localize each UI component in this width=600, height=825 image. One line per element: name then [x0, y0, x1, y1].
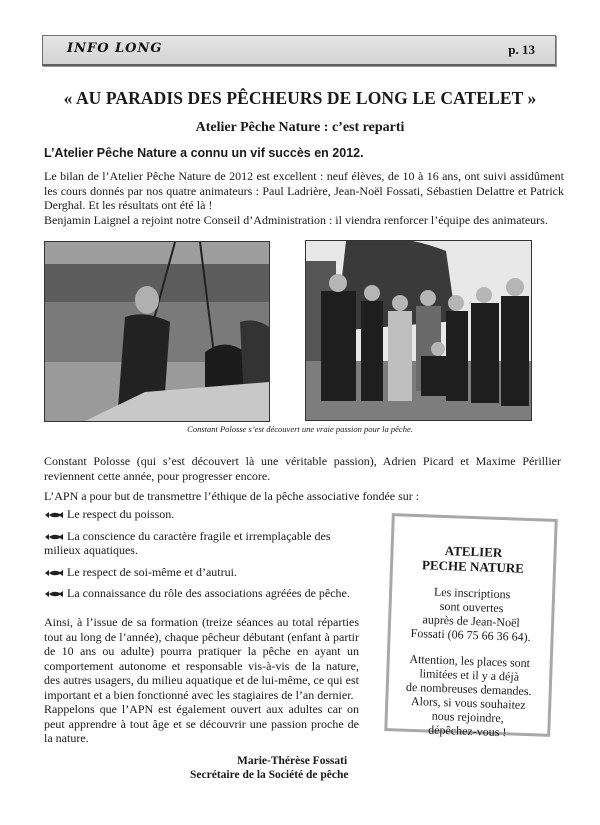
photo-boy-fishing-image — [45, 242, 269, 421]
page-header — [42, 35, 556, 66]
box-line: limitées et il y a déjà — [419, 666, 520, 684]
box-line: nous rejoindre, — [431, 708, 504, 726]
box-line: Fossati (06 75 66 36 64). — [410, 625, 531, 645]
box-warning — [387, 651, 550, 741]
photo-boy-fishing — [44, 241, 270, 422]
training-text-2: Rappelons que l’APN est également ouvert aux adultes car on peut apprendre à tout âge et se découvrir une passion proche de la nature. — [44, 702, 359, 745]
intro-text-2: Benjamin Laignel a rejoint notre Conseil d’Administration : il viendra renforcer l’équipe des animateurs. — [44, 212, 548, 227]
training-paragraph — [44, 615, 359, 746]
publication-name: INFO LONG — [67, 41, 163, 56]
box-line: Alors, si vous souhaitez — [410, 693, 526, 712]
ethics-list — [44, 507, 360, 608]
list-item — [44, 565, 360, 580]
list-item-text: La conscience du caractère fragile et irremplaçable des milieux aquatiques. — [44, 528, 331, 557]
signature-name: Marie-Thérèse Fossati — [237, 755, 348, 767]
box-line: de nombreuses demandes. — [405, 679, 532, 699]
box-registration-info — [390, 583, 552, 645]
photo-caption: Constant Polosse s’est découvert une vraie passion pour la pêche. — [187, 424, 413, 434]
list-item — [44, 529, 360, 558]
box-line: dépêchez-vous ! — [427, 722, 507, 740]
photo-group — [305, 240, 532, 421]
list-item-text: Le respect du poisson. — [67, 507, 175, 521]
list-item — [44, 507, 360, 522]
box-line: sont ouvertes — [439, 598, 504, 616]
article-title: « AU PARADIS DES PÊCHEURS DE LONG LE CATELET » — [63, 88, 537, 108]
signature — [190, 754, 349, 782]
ethics-intro: L’APN a pour but de transmettre l’éthique de la pêche associative fondée sur : — [44, 489, 420, 503]
box-line: Les inscriptions — [433, 584, 511, 602]
page-number: p. 13 — [508, 42, 535, 57]
fish-icon — [44, 533, 64, 541]
article-subtitle: Atelier Pêche Nature : c’est reparti — [195, 120, 405, 135]
photo-group-image — [306, 241, 531, 420]
intro-text-1: Le bilan de l’Atelier Pêche Nature de 2012 est excellent : neuf élèves, de 10 à 16 ans, ont suivi assidûment les cours donnés par nos quatre animateurs : Paul Ladrière, Jean-Noël Fossati, Sébastien Delattre et Patrick Derghal. Et les résultats ont été là ! — [44, 169, 564, 212]
box-title-line: PECHE NATURE — [421, 557, 525, 576]
list-item — [44, 586, 360, 601]
list-item-text: La connaissance du rôle des associations agréées de pêche. — [67, 586, 350, 600]
registration-box — [384, 513, 558, 740]
returning-students-paragraph: Constant Polosse (qui s’est découvert là une véritable passion), Adrien Picard et Maxime Périllier reviennent cette année, pour progresser encore. — [44, 454, 561, 483]
signature-role: Secrétaire de la Société de pêche — [190, 769, 349, 781]
box-line: Attention, les places sont — [409, 651, 531, 671]
box-line: auprès de Jean-Noël — [422, 612, 520, 630]
article-lead: L’Atelier Pêche Nature a connu un vif succès en 2012. — [44, 146, 364, 160]
box-title-line: ATELIER — [444, 543, 503, 561]
fish-icon — [44, 511, 64, 519]
list-item-text: Le respect de soi-même et d’autrui. — [67, 564, 237, 579]
box-title — [393, 541, 554, 577]
training-text-1: Ainsi, à l’issue de sa formation (treize séances au total réparties tout au long de l’année), chaque pêcheur débutant (enfant à partir de 10 ans ou adulte) pourra pratiquer la pêche en ayant un comportement autonome et responsable vis-à-vis de la nature, des autres usagers, du milieu aquatique et de lui-même, ce qui est important et a bien fonctionné avec les stagiaires de l’an dernier. — [44, 615, 359, 702]
fish-icon — [44, 590, 64, 598]
fish-icon — [44, 569, 64, 577]
intro-paragraph — [44, 169, 564, 227]
